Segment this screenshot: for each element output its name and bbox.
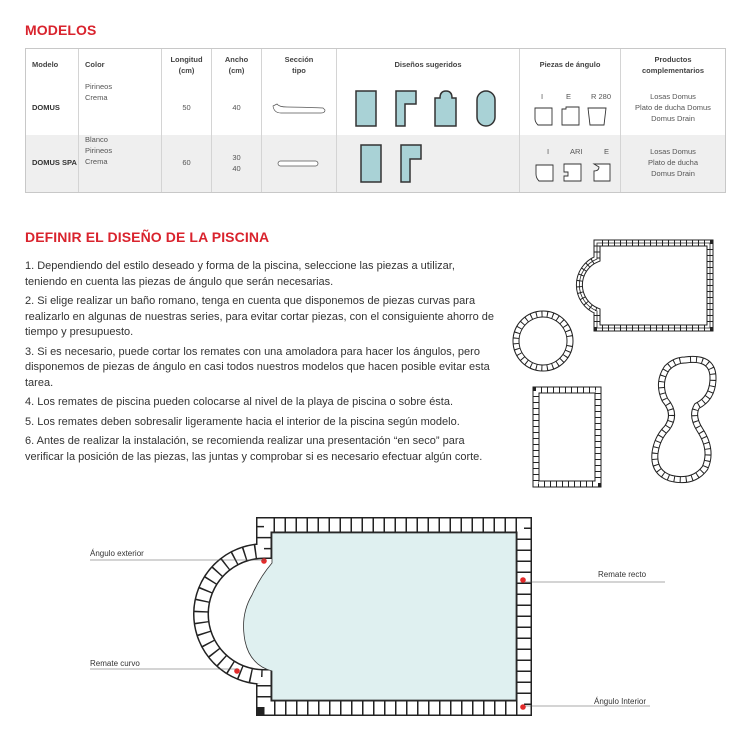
piece-label: I	[547, 146, 550, 156]
section-profile-icon	[269, 102, 329, 116]
corner-pieces-icon	[524, 105, 616, 129]
step-6: 6. Antes de realizar la instalación, se recomienda realizar una presentación “en seco” para verificar la posición de las piezas, las juntas y comprobar si es necesario efectuar algún corte.	[25, 435, 483, 463]
cell-color: Blanco Pirineos Crema	[79, 135, 162, 192]
table-header-row	[26, 49, 725, 83]
cell-ancho: 30 40	[212, 135, 262, 192]
step-1: 1. Dependiendo del estilo deseado y forma de la piscina, seleccione las piezas a utilizar, teniendo en cuenta las piezas de ángulo que serán necesarias.	[25, 260, 455, 288]
step-5: 5. Los remates deben sobresalir ligeramente hacia el interior de la piscina según modelo.	[25, 415, 460, 428]
round-pool-shape	[516, 314, 570, 368]
definir-title: DEFINIR EL DISEÑO DE LA PISCINA	[25, 229, 270, 245]
corner-pieces-icon	[524, 161, 616, 185]
cell-productos: Losas Domus Plato de ducha Domus Drain	[647, 147, 699, 178]
cell-disenos	[337, 82, 520, 135]
cell-seccion	[262, 135, 337, 192]
piece-label: E	[604, 146, 610, 156]
cell-longitud: 60	[162, 135, 212, 192]
piece-label: E	[566, 91, 572, 101]
header-productos: Productos complementarios	[641, 54, 705, 75]
cell-piezas	[520, 82, 621, 135]
label-angulo-exterior: Ángulo exterior	[90, 549, 144, 558]
roman-pool-shape	[579, 243, 710, 328]
table-row	[26, 82, 725, 136]
header-ancho: Ancho (cm)	[212, 49, 262, 82]
header-disenos: Diseños sugeridos	[337, 49, 520, 82]
cell-modelo: DOMUS	[26, 82, 79, 135]
label-angulo-interior: Ángulo Interior	[594, 697, 647, 706]
step-4: 4. Los remates de piscina pueden colocarse al nivel de la playa de piscina o sobre ésta.	[25, 396, 454, 408]
cell-modelo: DOMUS SPA	[26, 135, 79, 192]
callout-lines	[85, 555, 685, 710]
header-piezas: Piezas de ángulo	[520, 49, 621, 82]
piece-label: R 280	[591, 91, 612, 101]
cell-color: Pirineos Crema	[79, 82, 162, 135]
cell-disenos	[337, 135, 520, 192]
cell-productos: Losas Domus Plato de ducha Domus Domus Drain	[635, 92, 711, 123]
piece-label: ARI	[570, 146, 583, 156]
cell-seccion	[262, 82, 337, 135]
header-modelo: Modelo	[26, 49, 79, 82]
label-remate-recto: Remate recto	[598, 570, 647, 579]
piece-label: I	[541, 91, 544, 101]
cell-longitud: 50	[162, 82, 212, 135]
pool-shapes-illustration	[505, 238, 730, 490]
freeform-pool-shape	[655, 359, 713, 479]
table-row	[26, 135, 725, 192]
label-remate-curvo: Remate curvo	[90, 659, 140, 668]
cell-piezas	[520, 135, 621, 192]
cell-ancho: 40	[212, 82, 262, 135]
modelos-table	[25, 48, 726, 193]
modelos-title: MODELOS	[25, 22, 97, 38]
suggested-designs-icon	[359, 143, 439, 185]
header-longitud: Longitud (cm)	[162, 49, 212, 82]
header-color: Color	[79, 49, 162, 82]
suggested-designs-icon	[353, 89, 503, 129]
section-profile-icon	[269, 158, 329, 170]
step-3: 3. Si es necesario, puede cortar los remates con una amoladora para hacer los ángulos, pero disponemos de piezas de ángulo en casi todos nuestros modelos que hacen posible evitar esta tarea.	[25, 345, 490, 389]
header-seccion: Sección tipo	[262, 49, 337, 82]
step-2: 2. Si elige realizar un baño romano, tenga en cuenta que disponemos de piezas curvas para realizarlo en algunas de nuestras series, para evitar cortar piezas, con el consiguiente ahorro de tiempo y presupuesto.	[25, 295, 494, 338]
rectangular-pool-shape	[536, 390, 598, 484]
instructions-list	[25, 259, 495, 469]
